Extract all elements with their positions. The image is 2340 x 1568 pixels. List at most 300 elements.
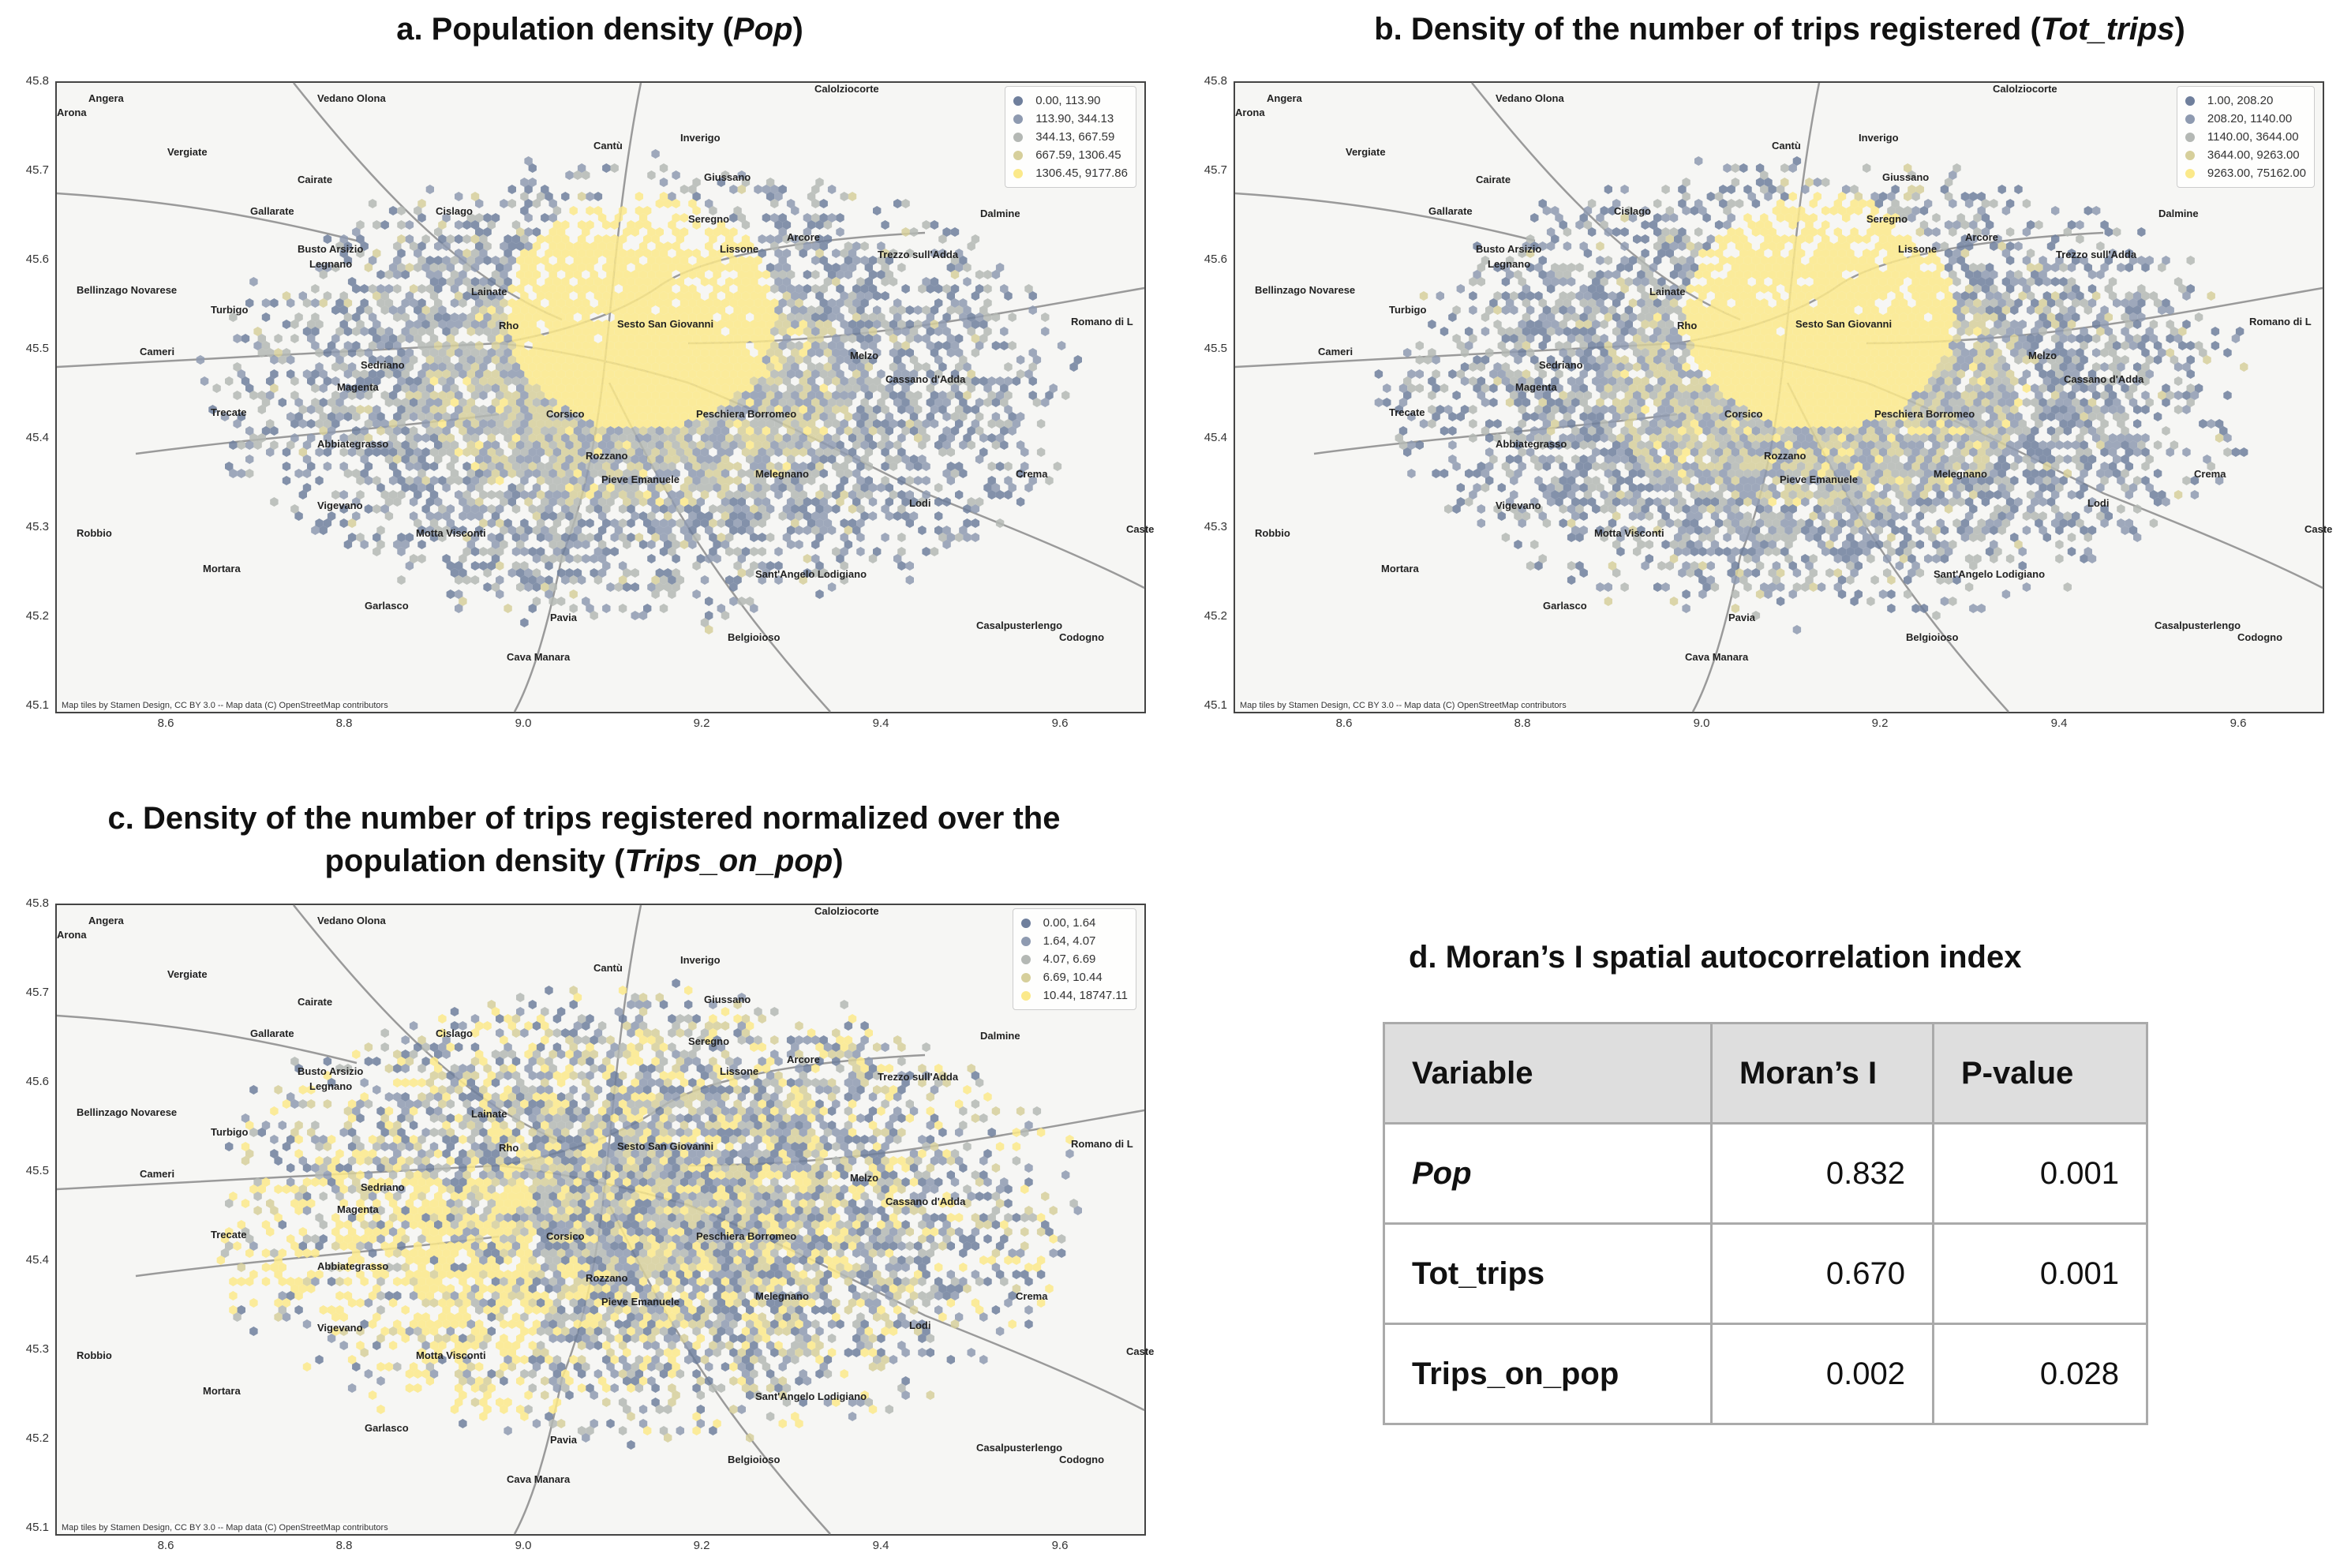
- hexbin-cell: [972, 533, 979, 542]
- hexbin-cell: [290, 334, 298, 343]
- place-label-busto: Busto Arsizio: [298, 243, 364, 255]
- hexbin-cell: [1016, 497, 1024, 507]
- hexbin-cell: [934, 497, 942, 507]
- legend-item: [1013, 164, 1128, 182]
- hexbin-cell: [934, 511, 942, 521]
- map-canvas: [57, 83, 1144, 712]
- place-label-cassano: Cassano d'Adda: [885, 373, 966, 385]
- hexbin-cell: [1041, 312, 1049, 322]
- hexbin-cell: [1789, 192, 1797, 201]
- hexbin-cell: [1440, 384, 1448, 393]
- hexbin-cell: [245, 455, 253, 464]
- hexbin-cell: [1452, 391, 1460, 400]
- hexbin-cell: [2092, 348, 2100, 357]
- hexbin-cell: [983, 284, 991, 294]
- place-label-lainate: Lainate: [471, 286, 507, 298]
- hexbin-cell: [557, 597, 565, 606]
- place-label-mortara: Mortara: [203, 563, 241, 574]
- hexbin-cell: [611, 547, 619, 556]
- legend-item: [1013, 128, 1128, 146]
- hexbin-cell: [1469, 291, 1477, 301]
- hexbin-cell: [2092, 206, 2100, 215]
- hexbin-cell: [1061, 391, 1069, 400]
- hexbin-cell: [1428, 320, 1436, 329]
- hexbin-cell: [586, 518, 593, 528]
- hexbin-cell: [651, 149, 659, 159]
- hexbin-cell: [471, 561, 479, 571]
- hexbin-cell: [2223, 391, 2231, 400]
- hexbin-cell: [2076, 220, 2084, 230]
- hexbin-cell: [1612, 227, 1620, 237]
- hexbin-cell: [2006, 227, 2014, 237]
- hexbin-cell: [963, 277, 971, 286]
- hexbin-cell: [672, 170, 680, 180]
- place-label-lissone: Lissone: [720, 243, 759, 255]
- hexbin-cell: [729, 185, 737, 194]
- hexbin-cell: [897, 533, 905, 542]
- hexbin-cell: [2117, 263, 2125, 272]
- hexbin-cell: [2014, 241, 2022, 251]
- hexbin-cell: [631, 568, 639, 578]
- hexbin-cell: [988, 462, 996, 471]
- hexbin-cell: [274, 334, 282, 343]
- map-panel-b[interactable]: [1234, 81, 2333, 713]
- hexbin-cell: [262, 312, 270, 322]
- hexbin-cell: [406, 220, 414, 230]
- hexbin-cell: [602, 163, 610, 173]
- hexbin-cell: [1375, 369, 1383, 379]
- hexbin-cell: [881, 220, 889, 230]
- place-label-bellinzago: Bellinzago Novarese: [77, 284, 178, 296]
- hexbin-cell: [1633, 234, 1641, 244]
- hexbin-cell: [373, 220, 380, 230]
- hexbin-cell: [311, 298, 319, 308]
- hexbin-cell: [692, 589, 700, 599]
- hexbin-cell: [635, 192, 643, 201]
- hexbin-cell: [1416, 369, 1424, 379]
- hexbin-cell: [951, 227, 959, 237]
- hexbin-cell: [574, 554, 582, 563]
- hexbin-cell: [283, 476, 290, 485]
- place-label-magenta: Magenta: [337, 381, 379, 393]
- hexbin-cell: [1489, 398, 1497, 407]
- place-label-cairate: Cairate: [298, 174, 333, 185]
- hexbin-cell: [508, 199, 516, 208]
- hexbin-cell: [2076, 234, 2084, 244]
- hexbin-cell: [586, 192, 593, 201]
- legend-swatch: [1013, 169, 1023, 178]
- map-canvas: [1235, 83, 2323, 712]
- hexbin-cell: [1416, 384, 1424, 393]
- place-label-pieve: Pieve Emanuele: [601, 473, 680, 485]
- place-label-garlasco: Garlasco: [365, 600, 409, 612]
- hexbin-cell: [1041, 327, 1049, 336]
- place-label-rho: Rho: [499, 320, 519, 331]
- hexbin-cell: [1990, 199, 1997, 208]
- place-label-turbigo: Turbigo: [211, 304, 249, 316]
- hexbin-cell: [869, 511, 877, 521]
- hexbin-cell: [397, 220, 405, 230]
- hexbin-cell: [619, 604, 627, 613]
- hexbin-cell: [520, 618, 528, 627]
- hexbin-cell: [2195, 312, 2203, 322]
- hexbin-cell: [361, 284, 369, 294]
- hexbin-cell: [1604, 185, 1612, 194]
- place-label-codogno: Codogno: [1059, 631, 1105, 643]
- panel-c-title: c. Density of the number of trips registered normalized over the population density (Trips_on_pop): [107, 801, 1061, 878]
- hexbin-cell: [389, 206, 397, 215]
- hexbin-cell: [426, 185, 434, 194]
- hexbin-cell: [754, 185, 762, 194]
- place-label-santangelo: Sant'Angelo Lodigiano: [755, 568, 867, 580]
- hexbin-cell: [1016, 355, 1024, 365]
- place-label-angera: Angera: [88, 92, 124, 104]
- hexbin-cell: [213, 384, 221, 393]
- place-label-trecate: Trecate: [211, 406, 247, 418]
- hexbin-cell: [283, 320, 290, 329]
- hexbin-cell: [1054, 462, 1061, 471]
- hexbin-cell: [893, 199, 901, 208]
- hexbin-cell: [479, 547, 487, 556]
- hexbin-cell: [369, 199, 376, 208]
- hexbin-cell: [578, 192, 586, 201]
- hexbin-cell: [586, 206, 593, 215]
- hexbin-cell: [462, 234, 470, 244]
- hexbin-cell: [417, 540, 425, 549]
- hexbin-cell: [294, 469, 302, 478]
- hexbin-cell: [1469, 405, 1477, 414]
- hexbin-cell: [500, 199, 507, 208]
- hexbin-cell: [1563, 241, 1571, 251]
- hexbin-cell: [848, 192, 856, 201]
- hexbin-cell: [1863, 163, 1870, 173]
- hexbin-cell: [270, 497, 278, 507]
- hexbin-cell: [881, 291, 889, 301]
- hexbin-cell: [1004, 362, 1012, 372]
- place-label-cantu: Cantù: [593, 140, 623, 152]
- hexbin-cell: [1403, 348, 1411, 357]
- hexbin-cell: [197, 355, 204, 365]
- hexbin-cell: [914, 476, 922, 485]
- hexbin-cell: [1448, 369, 1456, 379]
- place-label-inverigo: Inverigo: [680, 132, 721, 144]
- hexbin-cell: [1707, 192, 1715, 201]
- hexbin-cell: [2240, 362, 2248, 372]
- hexbin-cell: [1009, 341, 1016, 350]
- legend-label: 113.90, 344.13: [1035, 112, 1114, 125]
- hexbin-cell: [631, 582, 639, 592]
- hexbin-cell: [1653, 199, 1661, 208]
- hexbin-cell: [750, 547, 758, 556]
- hexbin-cell: [311, 284, 319, 294]
- hexbin-cell: [2084, 206, 2092, 215]
- hexbin-layer: [197, 149, 1082, 634]
- legend-label: 667.59, 1306.45: [1035, 148, 1121, 162]
- hexbin-cell: [602, 604, 610, 613]
- hexbin-cell: [283, 462, 290, 471]
- place-label-seregno: Seregno: [688, 213, 730, 225]
- hexbin-cell: [836, 227, 844, 237]
- hexbin-cell: [1821, 206, 1829, 215]
- hexbin-cell: [881, 533, 889, 542]
- legend: [1005, 86, 1136, 188]
- hexbin-cell: [1932, 213, 1940, 223]
- hexbin-cell: [1641, 220, 1649, 230]
- hexbin-cell: [897, 263, 905, 272]
- hexbin-cell: [1694, 156, 1702, 166]
- hexbin-cell: [417, 554, 425, 563]
- place-label-trezzo: Trezzo sull'Adda: [878, 249, 959, 260]
- hexbin-cell: [1694, 227, 1702, 237]
- hexbin-cell: [1058, 341, 1065, 350]
- hexbin-cell: [996, 462, 1004, 471]
- hexbin-cell: [2174, 391, 2182, 400]
- hexbin-cell: [906, 575, 914, 585]
- map-attribution: Map tiles by Stamen Design, CC BY 3.0 -- Map data (C) OpenStreetMap contributors: [62, 701, 388, 710]
- hexbin-cell: [2035, 220, 2042, 230]
- hexbin-cell: [701, 575, 709, 585]
- hexbin-cell: [1009, 312, 1016, 322]
- hexbin-cell: [1998, 185, 2006, 194]
- legend-swatch: [1013, 133, 1023, 142]
- hexbin-cell: [922, 476, 930, 485]
- hexbin-layer: [1375, 156, 2248, 634]
- hexbin-cell: [972, 518, 979, 528]
- hexbin-cell: [225, 376, 233, 386]
- hexbin-cell: [647, 170, 655, 180]
- hexbin-cell: [1821, 178, 1829, 187]
- legend-swatch: [1013, 96, 1023, 106]
- hexbin-cell: [455, 234, 462, 244]
- hexbin-cell: [873, 206, 881, 215]
- hexbin-cell: [1723, 163, 1731, 173]
- place-label-cislago: Cislago: [436, 205, 473, 217]
- hexbin-cell: [340, 518, 348, 528]
- place-label-motta: Motta Visconti: [416, 527, 486, 539]
- hexbin-cell: [2023, 398, 2031, 407]
- hexbin-cell: [860, 241, 868, 251]
- hexbin-cell: [570, 589, 578, 599]
- hexbin-cell: [901, 284, 909, 294]
- hexbin-cell: [2100, 362, 2108, 372]
- hexbin-cell: [680, 213, 688, 223]
- hexbin-cell: [455, 220, 462, 230]
- hexbin-cell: [1037, 419, 1045, 428]
- hexbin-cell: [393, 284, 401, 294]
- hexbin-cell: [803, 270, 811, 279]
- hexbin-cell: [832, 249, 840, 258]
- place-label-calolziocorte: Calolziocorte: [814, 83, 879, 95]
- hexbin-cell: [955, 490, 963, 500]
- hexbin-cell: [811, 270, 819, 279]
- hexbin-cell: [315, 476, 323, 485]
- hexbin-cell: [1814, 178, 1821, 187]
- hexbin-cell: [795, 540, 803, 549]
- hexbin-cell: [1780, 163, 1788, 173]
- hexbin-cell: [762, 213, 770, 223]
- hexbin-cell: [1732, 163, 1739, 173]
- hexbin-cell: [1457, 284, 1465, 294]
- place-label-giussano: Giussano: [704, 171, 751, 183]
- hexbin-cell: [471, 575, 479, 585]
- hexbin-cell: [2014, 185, 2022, 194]
- hexbin-cell: [1000, 341, 1008, 350]
- hexbin-cell: [1596, 241, 1604, 251]
- hexbin-cell: [922, 547, 930, 556]
- hexbin-cell: [1575, 263, 1583, 272]
- legend-item: [1013, 92, 1128, 110]
- hexbin-cell: [918, 526, 926, 535]
- hexbin-cell: [508, 185, 516, 194]
- legend-label: 0.00, 113.90: [1035, 94, 1101, 107]
- place-label-cava: Cava Manara: [507, 651, 571, 663]
- hexbin-cell: [2211, 341, 2219, 350]
- hexbin-cell: [660, 604, 668, 613]
- place-label-corsico: Corsico: [546, 408, 585, 420]
- hexbin-cell: [233, 334, 241, 343]
- hexbin-cell: [262, 298, 270, 308]
- hexbin-cell: [2051, 206, 2059, 215]
- hexbin-cell: [2223, 348, 2231, 357]
- hexbin-cell: [705, 597, 713, 606]
- place-label-vigevano: Vigevano: [317, 500, 363, 511]
- hexbin-cell: [1739, 163, 1747, 173]
- hexbin-cell: [996, 518, 1004, 528]
- hexbin-cell: [660, 178, 668, 187]
- hexbin-cell: [1661, 185, 1669, 194]
- hexbin-cell: [1620, 227, 1628, 237]
- hexbin-cell: [483, 582, 491, 592]
- hexbin-cell: [631, 611, 639, 620]
- hexbin-cell: [376, 270, 384, 279]
- hexbin-cell: [2187, 341, 2195, 350]
- hexbin-cell: [417, 284, 425, 294]
- hexbin-cell: [766, 533, 774, 542]
- hexbin-cell: [1620, 185, 1628, 194]
- place-label-dalmine: Dalmine: [980, 208, 1020, 219]
- legend-item: [1013, 110, 1128, 128]
- hexbin-cell: [758, 533, 766, 542]
- place-label-pavia: Pavia: [550, 612, 577, 623]
- map-panel-a[interactable]: [55, 81, 1155, 713]
- hexbin-cell: [1715, 220, 1723, 230]
- hexbin-cell: [1641, 234, 1649, 244]
- hexbin-cell: [906, 305, 914, 315]
- hexbin-cell: [238, 469, 245, 478]
- hexbin-cell: [758, 547, 766, 556]
- hexbin-cell: [983, 270, 991, 279]
- hexbin-cell: [447, 589, 455, 599]
- hexbin-cell: [331, 490, 339, 500]
- hexbin-cell: [2023, 199, 2031, 208]
- place-label-castel: Caste: [1126, 523, 1155, 535]
- hexbin-cell: [594, 192, 602, 201]
- legend-item: [1013, 146, 1128, 164]
- hexbin-cell: [1481, 327, 1489, 336]
- hexbin-cell: [774, 547, 782, 556]
- place-label-casalpusterlengo: Casalpusterlengo: [976, 619, 1063, 631]
- hexbin-cell: [922, 220, 930, 230]
- hexbin-cell: [1440, 327, 1448, 336]
- hexbin-cell: [381, 220, 389, 230]
- hexbin-cell: [245, 469, 253, 478]
- place-label-lodi: Lodi: [909, 497, 931, 509]
- hexbin-cell: [1004, 462, 1012, 471]
- hexbin-cell: [680, 185, 688, 194]
- hexbin-cell: [1604, 256, 1612, 265]
- hexbin-cell: [841, 192, 848, 201]
- place-label-melegnano: Melegnano: [755, 468, 809, 480]
- hexbin-cell: [2113, 227, 2121, 237]
- hexbin-cell: [397, 575, 405, 585]
- place-label-abbiategrasso: Abbiategrasso: [317, 438, 389, 450]
- hexbin-cell: [992, 341, 1000, 350]
- place-label-arona: Arona: [57, 107, 87, 118]
- place-label-sesto: Sesto San Giovanni: [617, 318, 714, 330]
- place-label-peschiera: Peschiera Borromeo: [696, 408, 797, 420]
- hexbin-cell: [1000, 327, 1008, 336]
- place-label-romano: Romano di L: [1071, 316, 1133, 327]
- legend-swatch: [1013, 114, 1023, 124]
- road-line: [57, 193, 357, 241]
- hexbin-cell: [2174, 376, 2182, 386]
- place-label-melzo: Melzo: [850, 350, 879, 361]
- hexbin-cell: [200, 376, 208, 386]
- hexbin-cell: [570, 206, 578, 215]
- hexbin-cell: [365, 504, 373, 514]
- hexbin-cell: [738, 597, 746, 606]
- hexbin-cell: [758, 234, 766, 244]
- legend-label: 344.13, 667.59: [1035, 130, 1115, 144]
- legend-label: 1306.45, 9177.86: [1035, 167, 1128, 180]
- panel-a-title: a. Population density (Pop): [396, 12, 803, 47]
- hexbin-cell: [930, 220, 938, 230]
- hexbin-cell: [307, 419, 315, 428]
- hexbin-cell: [660, 163, 668, 173]
- place-label-vedano: Vedano Olona: [317, 92, 386, 104]
- hexbin-cell: [1735, 199, 1743, 208]
- hexbin-cell: [270, 298, 278, 308]
- hexbin-cell: [1596, 256, 1604, 265]
- hexbin-cell: [340, 490, 348, 500]
- hexbin-cell: [324, 462, 331, 471]
- place-label-robbio: Robbio: [77, 527, 112, 539]
- place-label-rozzano: Rozzano: [586, 450, 628, 462]
- hexbin-cell: [249, 277, 257, 286]
- hexbin-cell: [1932, 227, 1940, 237]
- hexbin-cell: [373, 504, 380, 514]
- hexbin-cell: [1416, 341, 1424, 350]
- hexbin-cell: [910, 227, 918, 237]
- place-label-sedriano: Sedriano: [361, 359, 405, 371]
- hexbin-cell: [1530, 213, 1538, 223]
- hexbin-cell: [606, 582, 614, 592]
- place-label-legnano: Legnano: [309, 258, 353, 270]
- hexbin-cell: [2211, 327, 2219, 336]
- hexbin-cell: [647, 554, 655, 563]
- hexbin-cell: [930, 547, 938, 556]
- hexbin-cell: [455, 192, 462, 201]
- hexbin-cell: [561, 192, 569, 201]
- hexbin-cell: [541, 213, 548, 223]
- place-label-cameri: Cameri: [140, 346, 175, 357]
- hexbin-cell: [815, 589, 823, 599]
- hexbin-cell: [582, 554, 590, 563]
- hexbin-cell: [901, 199, 909, 208]
- hexbin-cell: [611, 163, 619, 173]
- place-label-gallarate: Gallarate: [250, 205, 294, 217]
- place-label-belgioioso: Belgioioso: [728, 631, 781, 643]
